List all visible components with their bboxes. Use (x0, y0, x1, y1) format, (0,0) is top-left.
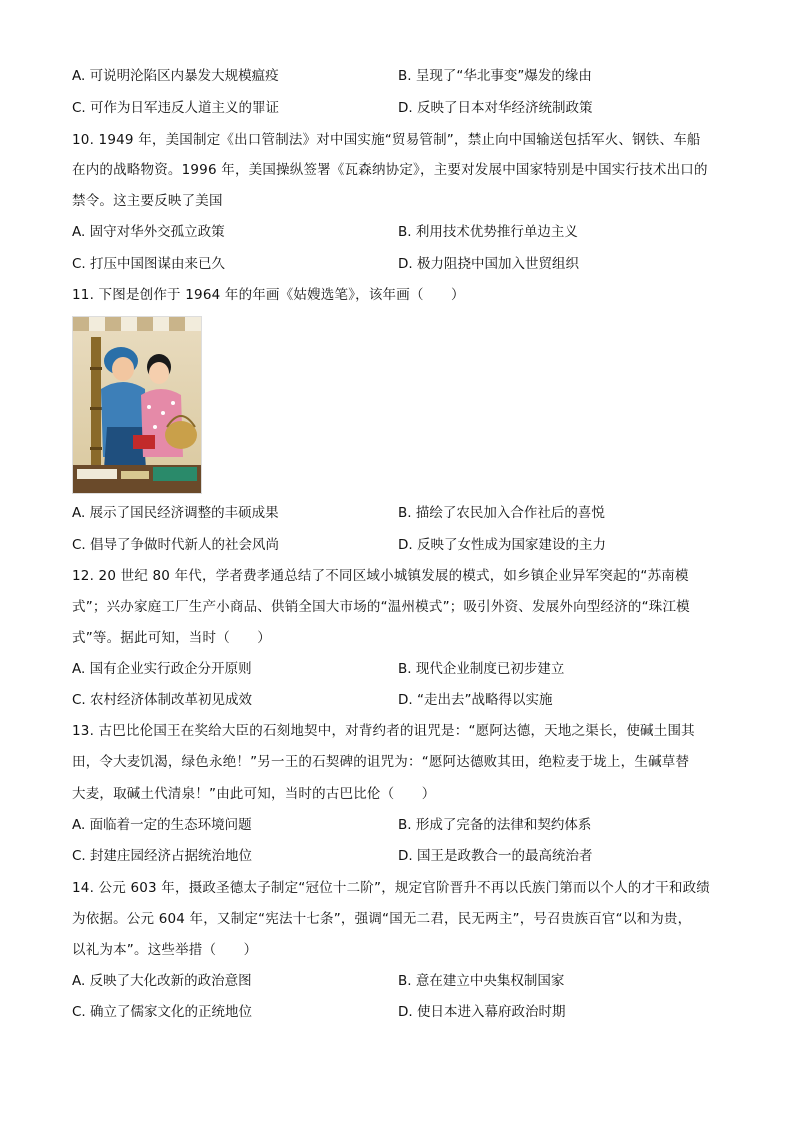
q10-option-b: B. 利用技术优势推行单边主义 (398, 224, 578, 240)
q11-option-d: D. 反映了女性成为国家建设的主力 (398, 537, 606, 553)
q11-option-b: B. 描绘了农民加入合作社后的喜悦 (398, 505, 605, 521)
q13-option-c: C. 封建庄园经济占据统治地位 (72, 848, 253, 864)
q11-option-a: A. 展示了国民经济调整的丰硕成果 (72, 505, 279, 521)
q13-option-a: A. 面临着一定的生态环境问题 (72, 817, 252, 833)
q12-option-b: B. 现代企业制度已初步建立 (398, 661, 565, 677)
q12-option-a: A. 国有企业实行政企分开原则 (72, 661, 252, 677)
q10-option-a: A. 固守对华外交孤立政策 (72, 224, 225, 240)
q11-stem-line-1: 11. 下图是创作于 1964 年的年画《姑嫂选笔》，该年画（ ） (72, 287, 465, 303)
q14-option-b: B. 意在建立中央集权制国家 (398, 973, 565, 989)
q14-option-c: C. 确立了儒家文化的正统地位 (72, 1004, 253, 1020)
q13-stem-line-1: 13. 古巴比伦国王在奖给大臣的石刻地契中，对背约者的诅咒是：“愿阿达德，天地之渠长，使碱土围其 (72, 723, 695, 739)
q14-stem-line-3: 以礼为本”。这些举措（ ） (72, 942, 258, 958)
q10-option-d: D. 极力阻挠中国加入世贸组织 (398, 256, 579, 272)
q9-option-b: B. 呈现了“华北事变”爆发的缘由 (398, 68, 592, 84)
q10-stem-line-1: 10. 1949 年，美国制定《出口管制法》对中国实施“贸易管制”，禁止向中国输送包括军火、钢铁、车船 (72, 132, 701, 148)
q13-option-b: B. 形成了完备的法律和契约体系 (398, 817, 592, 833)
q12-stem-line-2: 式”；兴办家庭工厂生产小商品、供销全国大市场的“温州模式”；吸引外资、发展外向型经济的“珠江模 (72, 599, 690, 615)
q10-stem-line-3: 禁令。这主要反映了美国 (72, 193, 223, 209)
q12-option-d: D. “走出去”战略得以实施 (398, 692, 553, 708)
q12-option-c: C. 农村经济体制改革初见成效 (72, 692, 253, 708)
q13-stem-line-3: 大麦，取碱土代清泉！”由此可知，当时的古巴比伦（ ） (72, 786, 436, 802)
q13-stem-line-2: 田，令大麦饥渴，绿色永绝！”另一王的石契碑的诅咒为：“愿阿达德败其田，绝粒麦于垅上，生碱草替 (72, 754, 690, 770)
q9-option-c: C. 可作为日军违反人道主义的罪证 (72, 100, 280, 116)
painting-illustration (73, 317, 201, 493)
q14-stem-line-2: 为依据。公元 604 年，又制定“宪法十七条”，强调“国无二君，民无两主”，号召贵族百官“以和为贵， (72, 911, 692, 927)
q12-stem-line-1: 12. 20 世纪 80 年代，学者费孝通总结了不同区域小城镇发展的模式，如乡镇企业异军突起的“苏南模 (72, 568, 689, 584)
q9-option-a: A. 可说明沦陷区内暴发大规模瘟疫 (72, 68, 279, 84)
q11-option-c: C. 倡导了争做时代新人的社会风尚 (72, 537, 280, 553)
q9-option-d: D. 反映了日本对华经济统制政策 (398, 100, 593, 116)
q10-stem-line-2: 在内的战略物资。1996 年，美国操纵签署《瓦森纳协定》，主要对发展中国家特别是中国实行技术出口的 (72, 162, 708, 178)
q12-stem-line-3: 式”等。据此可知，当时（ ） (72, 630, 271, 646)
q14-option-d: D. 使日本进入幕府政治时期 (398, 1004, 566, 1020)
new-year-painting-image (72, 316, 202, 494)
q10-option-c: C. 打压中国图谋由来已久 (72, 256, 226, 272)
q14-option-a: A. 反映了大化改新的政治意图 (72, 973, 252, 989)
q14-stem-line-1: 14. 公元 603 年，摄政圣德太子制定“冠位十二阶”，规定官阶晋升不再以氏族门第而以个人的才干和政绩 (72, 880, 710, 896)
q13-option-d: D. 国王是政教合一的最高统治者 (398, 848, 593, 864)
